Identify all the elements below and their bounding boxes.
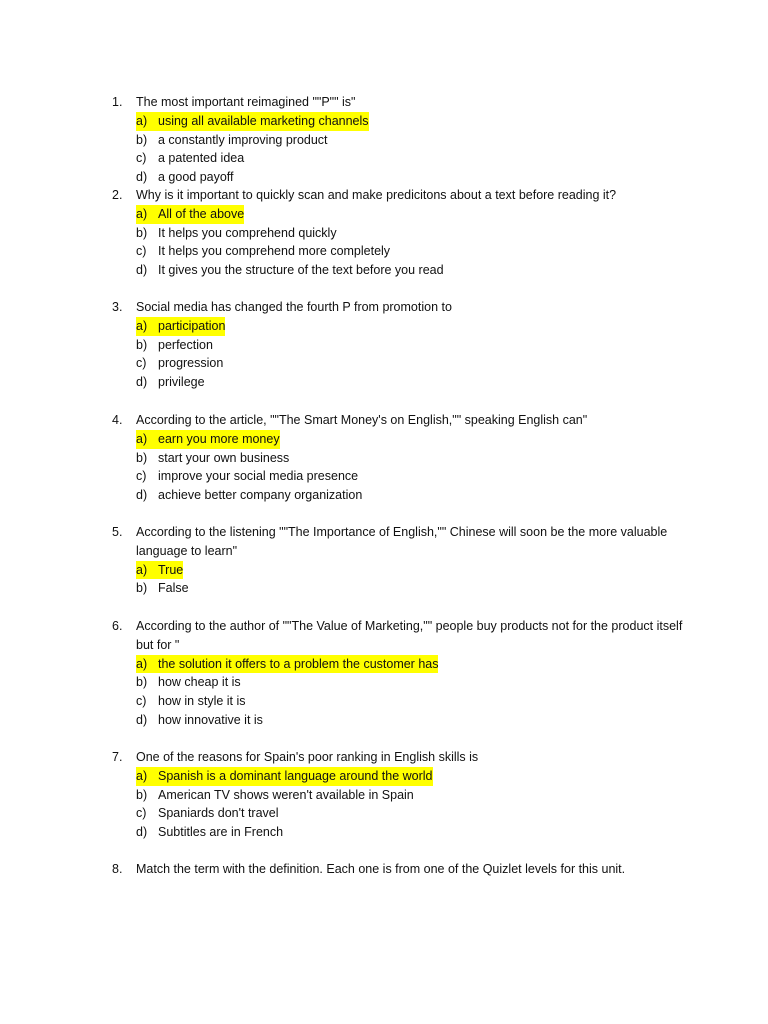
answer-option [136,242,692,261]
answer-option [136,373,692,392]
question-row [112,411,692,430]
option-text: using all available marketing channels [158,112,369,131]
question-7 [112,748,692,842]
option-text: privilege [158,375,205,390]
option-text: start your own business [158,450,290,465]
question-row [112,748,692,767]
option-text: a good payoff [158,170,234,185]
question-8 [112,860,692,879]
answer-option [136,786,692,805]
option-text: how cheap it is [158,675,241,690]
question-number: 4. [112,413,123,427]
option-letter: b) [136,337,148,352]
question-number: 3. [112,300,123,314]
answer-option [136,149,692,168]
answer-option [136,467,692,486]
option-text: progression [158,356,224,371]
question-number: 7. [112,750,123,764]
answer-options [136,205,692,280]
answer-options [136,112,692,187]
option-letter: a) [136,112,158,131]
question-number: 5. [112,525,123,539]
option-text: earn you more money [158,430,280,449]
option-text: Subtitles are in French [158,825,284,840]
answer-option [136,261,692,280]
answer-option [136,336,692,355]
answer-option [136,692,692,711]
option-letter: d) [136,170,148,185]
option-letter: b) [136,675,148,690]
answer-option-highlighted [136,205,692,224]
option-text: how innovative it is [158,712,263,727]
answer-options [136,655,692,730]
option-letter: a) [136,767,158,786]
question-text: According to the author of ""The Value of Marketing,"" people buy products not for the product itself but for " [136,619,683,652]
option-text: a constantly improving product [158,132,328,147]
option-letter: a) [136,205,158,224]
option-text: False [158,581,189,596]
answer-option-highlighted [136,430,692,449]
option-text: True [158,561,183,580]
answer-option-highlighted [136,317,692,336]
option-text: It gives you the structure of the text before you read [158,263,444,278]
option-letter: a) [136,655,158,674]
question-row [112,523,692,561]
question-text: Match the term with the definition. Each one is from one of the Quizlet levels for this unit. [136,862,626,876]
option-letter: a) [136,430,158,449]
answer-option [136,168,692,187]
option-letter: b) [136,450,148,465]
question-2 [112,186,692,280]
question-text: According to the listening ""The Importance of English,"" Chinese will soon be the more valuable language to learn" [136,525,668,558]
question-1 [112,93,692,187]
answer-options [136,430,692,505]
answer-options [136,317,692,392]
question-row [112,186,692,205]
question-number: 8. [112,862,123,876]
option-letter: d) [136,488,148,503]
answer-option [136,486,692,505]
option-text: It helps you comprehend quickly [158,225,337,240]
answer-option [136,673,692,692]
question-number: 6. [112,619,123,633]
question-text: Social media has changed the fourth P from promotion to [136,300,452,314]
answer-option [136,449,692,468]
question-text: The most important reimagined ""P"" is" [136,95,356,109]
option-text: perfection [158,337,213,352]
option-text: a patented idea [158,151,245,166]
option-text: how in style it is [158,694,246,709]
question-row [112,93,692,112]
option-letter: b) [136,132,148,147]
option-letter: c) [136,469,147,484]
question-number: 2. [112,188,123,202]
option-letter: c) [136,694,147,709]
question-row [112,617,692,655]
option-letter: c) [136,806,147,821]
question-5 [112,523,692,598]
option-text: Spaniards don't travel [158,806,279,821]
question-text: According to the article, ""The Smart Money's on English,"" speaking English can" [136,413,588,427]
question-6 [112,617,692,730]
option-letter: d) [136,825,148,840]
question-4 [112,411,692,505]
option-text: All of the above [158,205,244,224]
option-text: improve your social media presence [158,469,359,484]
option-letter: a) [136,317,158,336]
answer-option-highlighted [136,655,692,674]
option-letter: c) [136,356,147,371]
question-row [112,860,692,879]
option-letter: c) [136,151,147,166]
answer-options [136,561,692,599]
option-letter: d) [136,263,148,278]
option-text: achieve better company organization [158,488,363,503]
question-row [112,298,692,317]
answer-option-highlighted [136,561,692,580]
answer-option [136,224,692,243]
option-letter: a) [136,561,158,580]
answer-option [136,354,692,373]
answer-option-highlighted [136,112,692,131]
answer-option [136,579,692,598]
option-text: Spanish is a dominant language around the world [158,767,433,786]
question-number: 1. [112,95,123,109]
option-letter: c) [136,244,147,259]
option-text: It helps you comprehend more completely [158,244,391,259]
option-letter: b) [136,225,148,240]
answer-options [136,767,692,842]
option-text: the solution it offers to a problem the customer has [158,655,438,674]
option-letter: b) [136,787,148,802]
option-letter: d) [136,712,148,727]
option-text: participation [158,317,225,336]
answer-option [136,804,692,823]
question-text: One of the reasons for Spain's poor ranking in English skills is [136,750,479,764]
answer-option [136,711,692,730]
question-3 [112,298,692,392]
question-text: Why is it important to quickly scan and make predicitons about a text before reading it? [136,188,617,202]
answer-option [136,131,692,150]
answer-option [136,823,692,842]
answer-option-highlighted [136,767,692,786]
option-letter: b) [136,581,148,596]
option-text: American TV shows weren't available in Spain [158,787,414,802]
option-letter: d) [136,375,148,390]
